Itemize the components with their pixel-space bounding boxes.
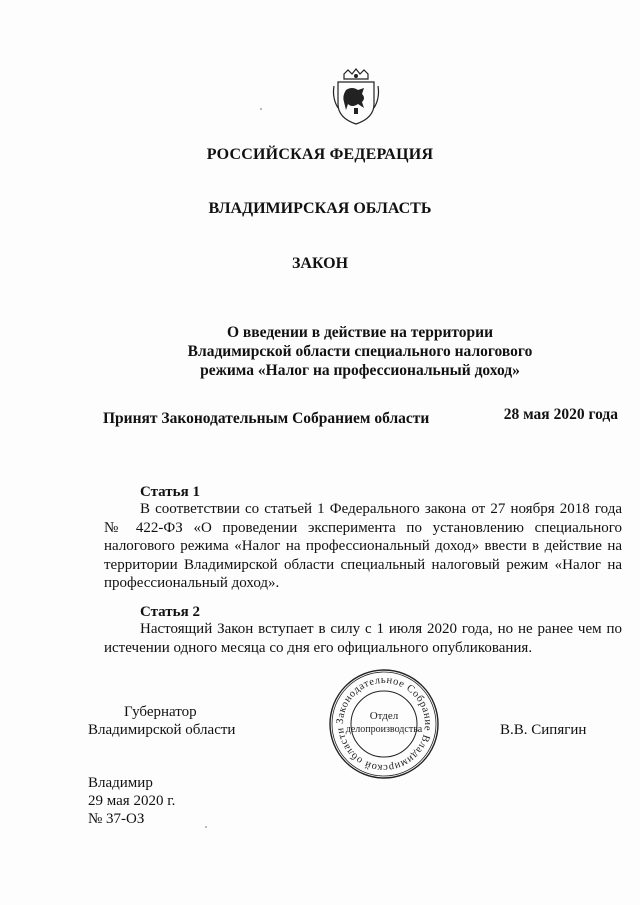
- seal-center-line1: Отдел: [369, 710, 399, 722]
- adoption-date: 28 мая 2020 года: [503, 406, 618, 423]
- seal-center-line2: делопроизводства: [345, 724, 423, 735]
- signing-city: Владимир: [88, 775, 153, 791]
- doc-type-heading: ЗАКОН: [291, 255, 349, 272]
- article-2-text: Настоящий Закон вступает в силу с 1 июля 2020 года, но не ранее чем по истечении одного месяца со дня его официального опубликования.: [104, 621, 622, 656]
- adoption-label: Принят Законодательным Собранием области: [103, 410, 430, 427]
- scan-speck: [260, 108, 262, 110]
- signing-date: 29 мая 2020 г.: [88, 793, 176, 809]
- law-title-line: Владимирской области специального налогового: [187, 343, 533, 360]
- article-2-heading: Статья 2: [140, 604, 200, 620]
- official-seal: [328, 668, 440, 780]
- seal-ring-text: Законодательное Собрание Владимирской области: [334, 674, 434, 774]
- law-title: [150, 323, 570, 380]
- scan-speck: [205, 826, 207, 828]
- article-1-heading: Статья 1: [140, 484, 200, 500]
- coat-of-arms-icon: [330, 68, 382, 126]
- region-heading: ВЛАДИМИРСКАЯ ОБЛАСТЬ: [208, 200, 432, 217]
- signing-details: [88, 774, 175, 828]
- law-title-line: режима «Налог на профессиональный доход»: [200, 362, 520, 379]
- signatory-position-line1: Губернатор: [124, 704, 197, 720]
- article-1-text: В соответствии со статьей 1 Федерального закона от 27 ноября 2018 года № 422-ФЗ «О проведении эксперимента по установлению специального налогового режима «Налог на профессиональный доход» ввести в действие на территории Владимирской области специальный налоговый режим «Налог на профессиональный доход».: [104, 501, 622, 591]
- law-number: № 37-ОЗ: [88, 811, 145, 827]
- signatory-name: В.В. Сипягин: [500, 722, 587, 738]
- country-heading: РОССИЙСКАЯ ФЕДЕРАЦИЯ: [206, 146, 434, 163]
- signatory-position-line2: Владимирской области: [88, 722, 236, 738]
- law-title-line: О введении в действие на территории: [226, 324, 494, 341]
